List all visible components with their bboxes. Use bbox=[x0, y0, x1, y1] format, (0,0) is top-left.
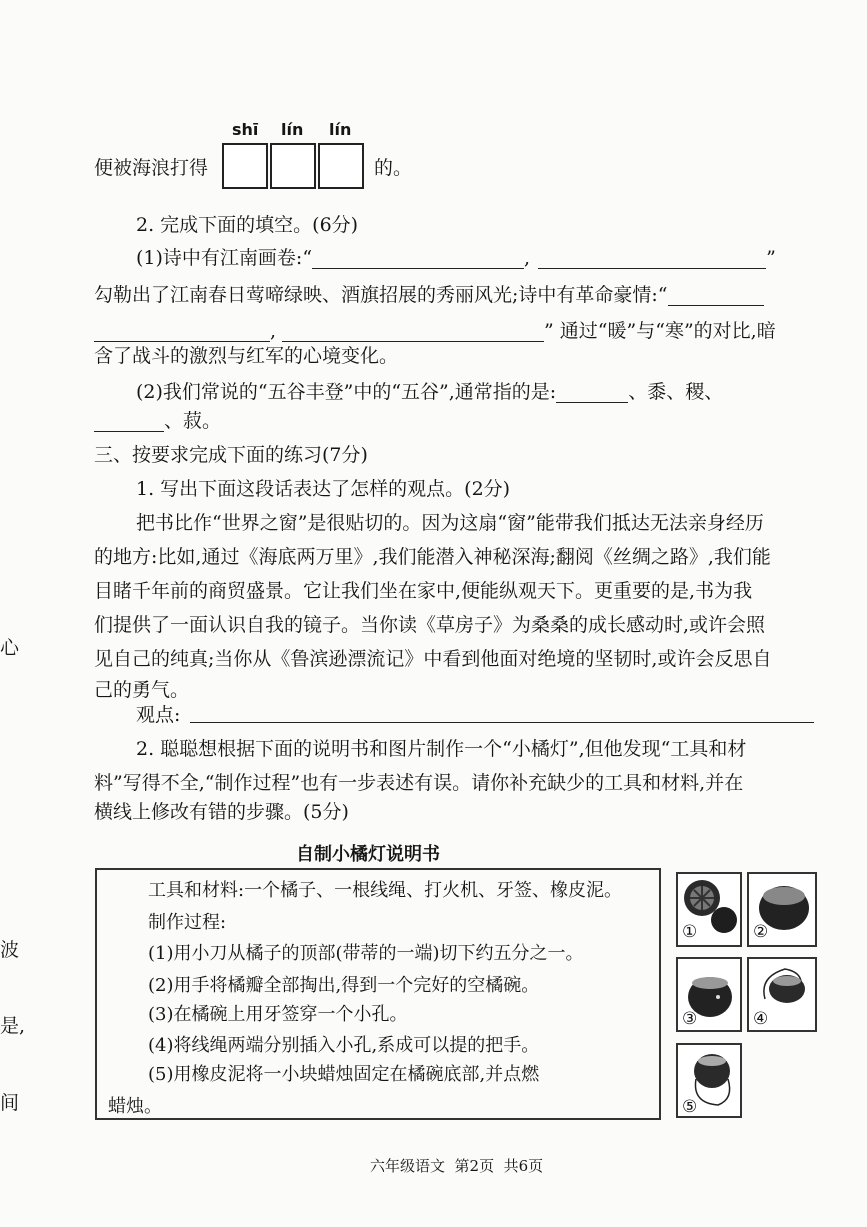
s3-q1-heading: 1. 写出下面这段话表达了怎样的观点。(2分) bbox=[136, 478, 511, 500]
label-3: ③ bbox=[682, 1009, 698, 1029]
q2-heading: 2. 完成下面的填空。(6分) bbox=[136, 214, 359, 236]
margin-char-4: 间 bbox=[0, 1092, 20, 1114]
comma-2: , bbox=[270, 320, 277, 342]
orange-image-4 bbox=[747, 957, 817, 1032]
page-footer: 六年级语文 第2页 共6页 bbox=[370, 1157, 544, 1175]
section3-heading: 三、按要求完成下面的练习(7分) bbox=[94, 444, 368, 466]
pinyin-1: shī bbox=[232, 120, 259, 139]
label-4: ④ bbox=[753, 1009, 769, 1029]
q2-sub1-line1 bbox=[136, 247, 776, 269]
pinyin-3: lín bbox=[329, 120, 352, 139]
viewpoint-answer-line[interactable] bbox=[190, 722, 814, 723]
q2-sub2-mid: 、黍、稷、 bbox=[628, 381, 724, 403]
manual-tools: 工具和材料:一个橘子、一根线绳、打火机、牙签、橡皮泥。 bbox=[148, 880, 623, 901]
margin-char-3: 是, bbox=[0, 1015, 26, 1037]
orange-image-3 bbox=[676, 957, 742, 1032]
manual-step-4: (4)将线绳两端分别插入小孔,系成可以提的把手。 bbox=[148, 1035, 540, 1056]
q2-sub1-line3 bbox=[94, 320, 776, 342]
manual-process-label: 制作过程: bbox=[148, 912, 227, 933]
answer-box-2[interactable] bbox=[270, 143, 316, 189]
blank-grain-1[interactable] bbox=[556, 382, 628, 403]
q2-sub1-prefix: (1)诗中有江南画卷:“ bbox=[136, 247, 313, 269]
label-2: ② bbox=[753, 922, 769, 942]
viewpoint-label: 观点: bbox=[136, 704, 181, 726]
label-5: ⑤ bbox=[682, 1097, 698, 1117]
orange-image-2 bbox=[747, 872, 817, 947]
comma-1: , bbox=[524, 247, 531, 269]
answer-box-3[interactable] bbox=[318, 143, 364, 189]
margin-char-2: 波 bbox=[0, 939, 20, 961]
manual-step-5-cont: 蜡烛。 bbox=[108, 1096, 162, 1117]
manual-step-3: (3)在橘碗上用牙签穿一个小孔。 bbox=[148, 1004, 408, 1025]
s3-q2-line-3: 横线上修改有错的步骤。(5分) bbox=[94, 801, 349, 823]
q2-sub2-line1 bbox=[136, 381, 723, 403]
passage-line-5: 见自己的纯真;当你从《鲁滨逊漂流记》中看到他面对绝境的坚韧时,或许会反思自 bbox=[94, 648, 772, 670]
q2-sub1-line2 bbox=[94, 284, 764, 306]
passage-line-4: 们提供了一面认识自我的镜子。当你读《草房子》为桑桑的成长感动时,或许会照 bbox=[94, 614, 766, 636]
passage-line-2: 的地方:比如,通过《海底两万里》,我们能潜入神秘深海;翻阅《丝绸之路》,我们能 bbox=[94, 546, 771, 568]
passage-line-6: 己的勇气。 bbox=[94, 679, 190, 701]
quote-close-1: ” bbox=[766, 247, 776, 269]
q2-sub1-line4: 含了战斗的激烈与红军的心境变化。 bbox=[94, 345, 399, 367]
manual-title: 自制小橘灯说明书 bbox=[296, 844, 440, 865]
s3-q2-line-1: 2. 聪聪想根据下面的说明书和图片制作一个“小橘灯”,但他发现“工具和材 bbox=[136, 738, 747, 760]
answer-box-1[interactable] bbox=[222, 143, 268, 189]
q1-sentence-end: 的。 bbox=[374, 157, 413, 179]
blank-poem-1[interactable] bbox=[312, 248, 524, 269]
q2-line3-end: ” 通过“暖”与“寒”的对比,暗 bbox=[544, 320, 776, 342]
blank-poem-3a[interactable] bbox=[668, 285, 764, 306]
pinyin-2: lín bbox=[281, 120, 304, 139]
margin-char-1: 心 bbox=[0, 637, 20, 659]
orange-image-5 bbox=[676, 1043, 742, 1118]
blank-poem-2[interactable] bbox=[538, 248, 766, 269]
q1-sentence-start: 便被海浪打得 bbox=[94, 157, 209, 179]
q2-line2-text: 勾勒出了江南春日莺啼绿映、酒旗招展的秀丽风光;诗中有革命豪情:“ bbox=[94, 284, 668, 306]
blank-grain-2[interactable] bbox=[94, 411, 164, 432]
s3-q2-line-2: 料”写得不全,“制作过程”也有一步表述有误。请你补充缺少的工具和材料,并在 bbox=[94, 772, 744, 794]
orange-image-1 bbox=[676, 872, 742, 947]
q2-sub2-end: 、菽。 bbox=[164, 410, 222, 432]
q2-sub2-line2 bbox=[94, 410, 221, 432]
manual-step-2: (2)用手将橘瓣全部掏出,得到一个完好的空橘碗。 bbox=[148, 975, 540, 996]
q2-sub2-prefix: (2)我们常说的“五谷丰登”中的“五谷”,通常指的是: bbox=[136, 381, 557, 403]
passage-line-1: 把书比作“世界之窗”是很贴切的。因为这扇“窗”能带我们抵达无法亲身经历 bbox=[136, 512, 764, 534]
manual-step-1: (1)用小刀从橘子的顶部(带蒂的一端)切下约五分之一。 bbox=[148, 943, 584, 964]
label-1: ① bbox=[682, 922, 698, 942]
manual-step-5: (5)用橡皮泥将一小块蜡烛固定在橘碗底部,并点燃 bbox=[148, 1064, 540, 1085]
blank-poem-4[interactable] bbox=[282, 321, 544, 342]
blank-poem-3b[interactable] bbox=[94, 321, 270, 342]
passage-line-3: 目睹千年前的商贸盛景。它让我们坐在家中,便能纵观天下。更重要的是,书为我 bbox=[94, 580, 753, 602]
